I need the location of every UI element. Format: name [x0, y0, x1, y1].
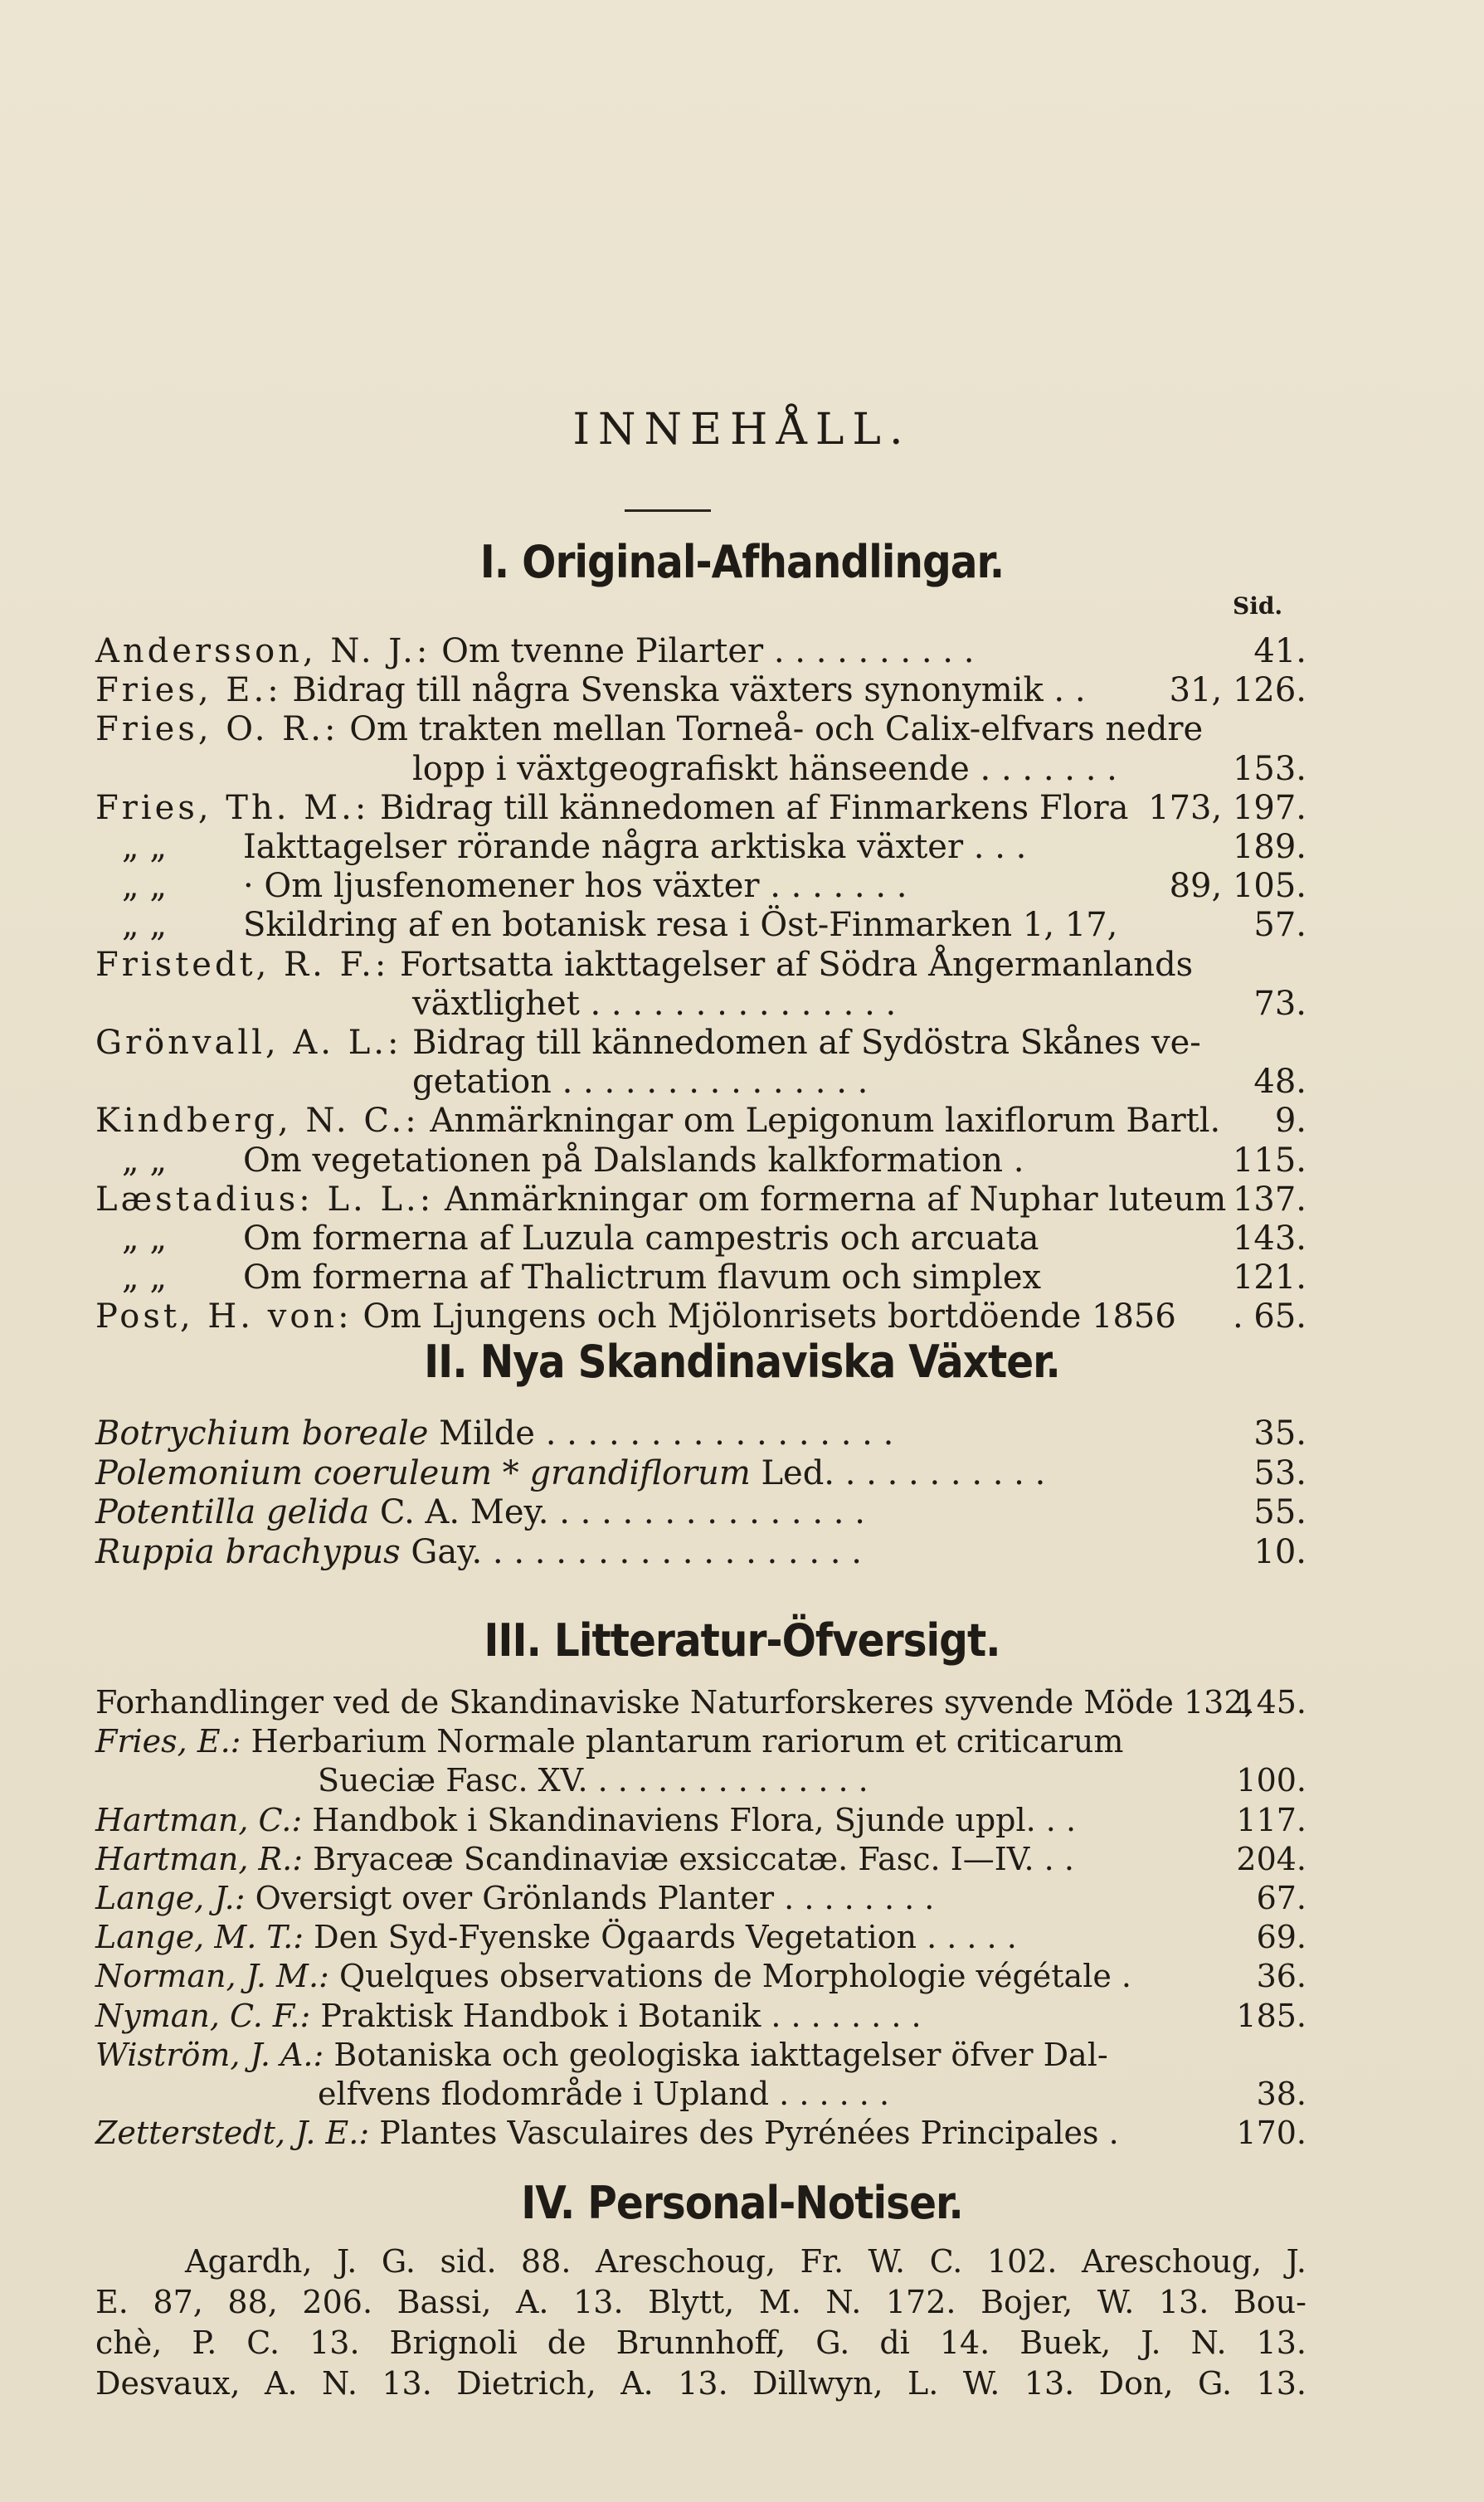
toc-entry	[95, 632, 1306, 672]
page-number: 55.	[1253, 1493, 1306, 1531]
entry-author: Fries, Th. M.:	[95, 788, 370, 827]
entry-text	[95, 1454, 1045, 1492]
entry-title: Om trakten mellan Torneå- och Calix-elfvars nedre	[338, 710, 1204, 749]
toc-entry	[95, 1141, 1306, 1181]
ditto-mark: „ „	[121, 906, 168, 945]
section-2-title: II. Nya Skandinaviska Växter.	[424, 1336, 1060, 1388]
entry-text	[95, 828, 1026, 866]
entry-text	[95, 1958, 1131, 1994]
entry-title: lopp i växtgeografiskt hänseende . . . . . . .	[412, 749, 1117, 788]
entry-title: växtlighet . . . . . . . . . . . . . . .	[412, 984, 897, 1023]
page-number: 67.	[1256, 1880, 1306, 1916]
page-number: 38.	[1256, 2076, 1306, 2112]
ditto-mark: „ „	[121, 867, 168, 906]
literature-entry	[95, 1762, 1306, 1802]
entry-title: Anmärkningar om formerna af Nuphar luteum	[434, 1180, 1227, 1219]
page-number: 137.	[1232, 1180, 1306, 1219]
entry-title: Skildring af en botanisk resa i Öst-Finmarken 1, 17,	[243, 906, 1118, 945]
page-number: 9.	[1274, 1102, 1306, 1141]
page-number: 100.	[1236, 1762, 1306, 1799]
entry-text	[95, 1258, 1041, 1297]
entry-author: Fries, E.:	[95, 671, 282, 710]
literature-author: Lange, J.:	[95, 1880, 246, 1916]
ditto-mark: „ „	[121, 1219, 168, 1258]
entry-author: Fries, O. R.:	[95, 710, 339, 749]
page-number: 204.	[1236, 1840, 1306, 1877]
toc-entry	[95, 867, 1306, 907]
page-number: 143.	[1232, 1219, 1306, 1258]
literature-title: Handbok i Skandinaviens Flora, Sjunde uppl. . .	[302, 1801, 1077, 1838]
toc-entry	[95, 750, 1306, 790]
literature-entry	[95, 1998, 1306, 2037]
literature-entry	[95, 1958, 1306, 1998]
literature-entry	[95, 2076, 1306, 2115]
species-authority: Led. . . . . . . . . . .	[750, 1453, 1046, 1492]
entry-text	[95, 946, 1193, 984]
page-number: 185.	[1236, 1997, 1306, 2034]
entry-title: Iakttagelser rörande några arktiska växter . . .	[243, 828, 1027, 866]
entry-text	[412, 1063, 868, 1101]
page-number: 69.	[1256, 1919, 1306, 1956]
literature-title: Bryaceæ Scandinaviæ exsiccatæ. Fasc. I—IV. . .	[303, 1840, 1074, 1877]
entry-author: Kindberg, N. C.:	[95, 1102, 420, 1141]
species-authority: Milde . . . . . . . . . . . . . . . . .	[428, 1414, 894, 1453]
page-number: 36.	[1256, 1958, 1306, 1995]
entry-text	[95, 1180, 1226, 1219]
page-title: INNEHÅLL.	[572, 405, 912, 455]
page-number: 117.	[1236, 1801, 1306, 1838]
species-name: Polemonium coeruleum * grandiflorum	[95, 1453, 751, 1492]
entry-text	[95, 671, 1086, 709]
section-3-title: III. Litteratur-Öfversigt.	[484, 1614, 1000, 1667]
entry-text	[95, 1493, 865, 1531]
literature-title: Herbarium Normale plantarum rariorum et criticarum	[241, 1723, 1124, 1760]
entry-text	[318, 1762, 869, 1799]
ditto-mark: „ „	[121, 1258, 168, 1297]
species-authority: C. A. Mey. . . . . . . . . . . . . . . .	[369, 1493, 865, 1531]
toc-entry	[95, 1258, 1306, 1298]
entry-text	[95, 1919, 1017, 1955]
page-number: 89, 105.	[1169, 867, 1306, 906]
literature-title: Praktisk Handbok i Botanik . . . . . . . .	[310, 1997, 922, 2034]
section-1-title: I. Original-Afhandlingar.	[479, 536, 1005, 588]
literature-author: Nyman, C. F.:	[95, 1997, 311, 2034]
entry-text	[95, 1141, 1024, 1180]
entry-title: Bidrag till kännedomen af Finmarkens Flora	[369, 788, 1129, 827]
entry-text	[95, 1880, 934, 1916]
entry-title: getation . . . . . . . . . . . . . . .	[412, 1063, 869, 1102]
toc-entry	[95, 906, 1306, 946]
page-number: 189.	[1232, 828, 1306, 866]
entry-text	[95, 789, 1128, 827]
literature-title: Sueciæ Fasc. XV. . . . . . . . . . . . . . .	[318, 1762, 869, 1799]
page-number: 10.	[1253, 1532, 1306, 1571]
literature-title: Forhandlinger ved de Skandinaviske Naturforskeres syvende Möde 132,	[95, 1684, 1254, 1721]
toc-entry	[95, 1180, 1306, 1220]
literature-entry	[95, 2037, 1306, 2076]
entry-title: Anmärkningar om Lepigonum laxiflorum Bartl.	[419, 1102, 1221, 1141]
toc-entry	[95, 710, 1306, 750]
entry-text	[95, 1297, 1176, 1336]
literature-entry	[95, 1919, 1306, 1959]
entry-text	[95, 632, 974, 670]
species-authority: Gay. . . . . . . . . . . . . . . . . . .	[400, 1532, 862, 1571]
page-number: 35.	[1253, 1414, 1306, 1453]
entry-author: Grönvall, A. L.:	[95, 1024, 402, 1062]
literature-entry	[95, 2115, 1306, 2154]
page-number: 115.	[1232, 1141, 1306, 1180]
species-name: Botrychium boreale	[95, 1414, 429, 1453]
page-number: 57.	[1253, 906, 1306, 945]
literature-title: Quelques observations de Morphologie végétale .	[328, 1958, 1132, 1995]
ditto-mark: „ „	[121, 828, 168, 866]
literature-title: Den Syd-Fyenske Ögaards Vegetation . . . . .	[304, 1919, 1017, 1956]
page-number: 48.	[1253, 1063, 1306, 1102]
literature-author: Hartman, C.:	[95, 1801, 303, 1838]
entry-author: Post, H. von:	[95, 1297, 353, 1336]
entry-text	[95, 1024, 1201, 1062]
literature-author: Norman, J. M.:	[95, 1958, 329, 1995]
toc-entry	[95, 1219, 1306, 1259]
ditto-mark: „ „	[121, 1141, 168, 1180]
toc-entry	[95, 1102, 1306, 1141]
entry-text	[95, 1102, 1220, 1140]
entry-title: Om Ljungens och Mjölonrisets bortdöende 1856	[352, 1297, 1176, 1336]
entry-author: Fristedt, R. F.:	[95, 945, 390, 984]
entry-text	[95, 1998, 922, 2034]
species-entry	[95, 1533, 1306, 1573]
entry-text	[95, 710, 1203, 748]
literature-author: Lange, M. T.:	[95, 1919, 304, 1956]
literature-entry	[95, 1723, 1306, 1763]
literature-title: Oversigt over Grönlands Planter . . . . . . . .	[245, 1880, 935, 1916]
toc-entry	[95, 1063, 1306, 1103]
literature-title: Botaniska och geologiska iakttagelser öfver Dal-	[324, 2036, 1108, 2073]
species-name: Ruppia brachypus	[95, 1532, 401, 1571]
entry-title: Om vegetationen på Dalslands kalkformation .	[243, 1141, 1024, 1180]
entry-text	[95, 1723, 1123, 1760]
personal-notice-line: chè, P. C. 13. Brignoli de Brunnhoff, G. di 14. Buek, J. N. 13.	[95, 2324, 1306, 2361]
page-number: 173, 197.	[1148, 788, 1306, 827]
page-number: . 65.	[1232, 1297, 1306, 1336]
entry-text	[95, 2115, 1119, 2151]
toc-entry	[95, 1297, 1306, 1337]
entry-text	[95, 1684, 1254, 1721]
entry-title: Om tvenne Pilarter . . . . . . . . . .	[431, 632, 975, 670]
entry-text	[95, 906, 1117, 944]
entry-author: Læstadius: L. L.:	[95, 1180, 435, 1219]
entry-title: Om formerna af Thalictrum flavum och simplex	[243, 1258, 1042, 1297]
page-column-label: Sid.	[1233, 592, 1283, 620]
literature-author: Zetterstedt, J. E.:	[95, 2115, 370, 2152]
entry-text	[95, 1533, 862, 1571]
entry-text	[95, 867, 907, 905]
entry-text	[318, 2076, 889, 2112]
entry-title: Fortsatta iakttagelser af Södra Ångermanlands	[389, 945, 1194, 984]
toc-entry	[95, 671, 1306, 711]
entry-title: Om formerna af Luzula campestris och arcuata	[243, 1219, 1039, 1258]
literature-entry	[95, 1802, 1306, 1842]
literature-author: Fries, E.:	[95, 1723, 241, 1760]
page-number: 41.	[1253, 632, 1306, 670]
page-number: 121.	[1232, 1258, 1306, 1297]
literature-title: elfvens flodområde i Upland . . . . . .	[318, 2076, 890, 2112]
entry-author: Andersson, N. J.:	[95, 632, 431, 670]
literature-entry	[95, 1880, 1306, 1920]
section-4-title: IV. Personal-Notiser.	[521, 2177, 963, 2229]
literature-author: Wiström, J. A.:	[95, 2036, 324, 2073]
toc-entry	[95, 946, 1306, 986]
entry-title: · Om ljusfenomener hos växter . . . . . . .	[243, 867, 907, 906]
toc-entry	[95, 789, 1306, 829]
entry-text	[95, 2037, 1108, 2073]
page-number: 31, 126.	[1169, 671, 1306, 710]
page-number: 145.	[1236, 1684, 1306, 1721]
entry-text	[412, 750, 1117, 788]
species-entry	[95, 1414, 1306, 1454]
page-number: 53.	[1253, 1453, 1306, 1492]
personal-notice-line: Agardh, J. G. sid. 88. Areschoug, Fr. W. C. 102. Areschoug, J.	[185, 2243, 1306, 2280]
entry-text	[95, 1802, 1076, 1838]
toc-entry	[95, 828, 1306, 868]
entry-text	[95, 1841, 1074, 1877]
literature-title: Plantes Vasculaires des Pyrénées Principales .	[369, 2115, 1119, 2152]
species-entry	[95, 1493, 1306, 1533]
page-number: 170.	[1236, 2115, 1306, 2152]
species-entry	[95, 1454, 1306, 1494]
entry-text	[95, 1414, 893, 1453]
page-number: 153.	[1232, 749, 1306, 788]
species-name: Potentilla gelida	[95, 1493, 370, 1531]
toc-entry	[95, 1024, 1306, 1064]
personal-notice-line: E. 87, 88, 206. Bassi, A. 13. Blytt, M. N. 172. Bojer, W. 13. Bou-	[95, 2284, 1306, 2320]
entry-text	[95, 1219, 1039, 1258]
literature-entry	[95, 1684, 1306, 1724]
entry-title: Bidrag till kännedomen af Sydöstra Skånes ve-	[401, 1024, 1201, 1062]
entry-title: Bidrag till några Svenska växters synonymik . .	[281, 671, 1086, 710]
personal-notice-line: Desvaux, A. N. 13. Dietrich, A. 13. Dillwyn, L. W. 13. Don, G. 13.	[95, 2365, 1306, 2402]
literature-entry	[95, 1841, 1306, 1881]
page-number: 73.	[1253, 984, 1306, 1023]
entry-text	[412, 985, 896, 1023]
toc-entry	[95, 985, 1306, 1025]
literature-author: Hartman, R.:	[95, 1840, 304, 1877]
title-rule	[625, 509, 711, 512]
